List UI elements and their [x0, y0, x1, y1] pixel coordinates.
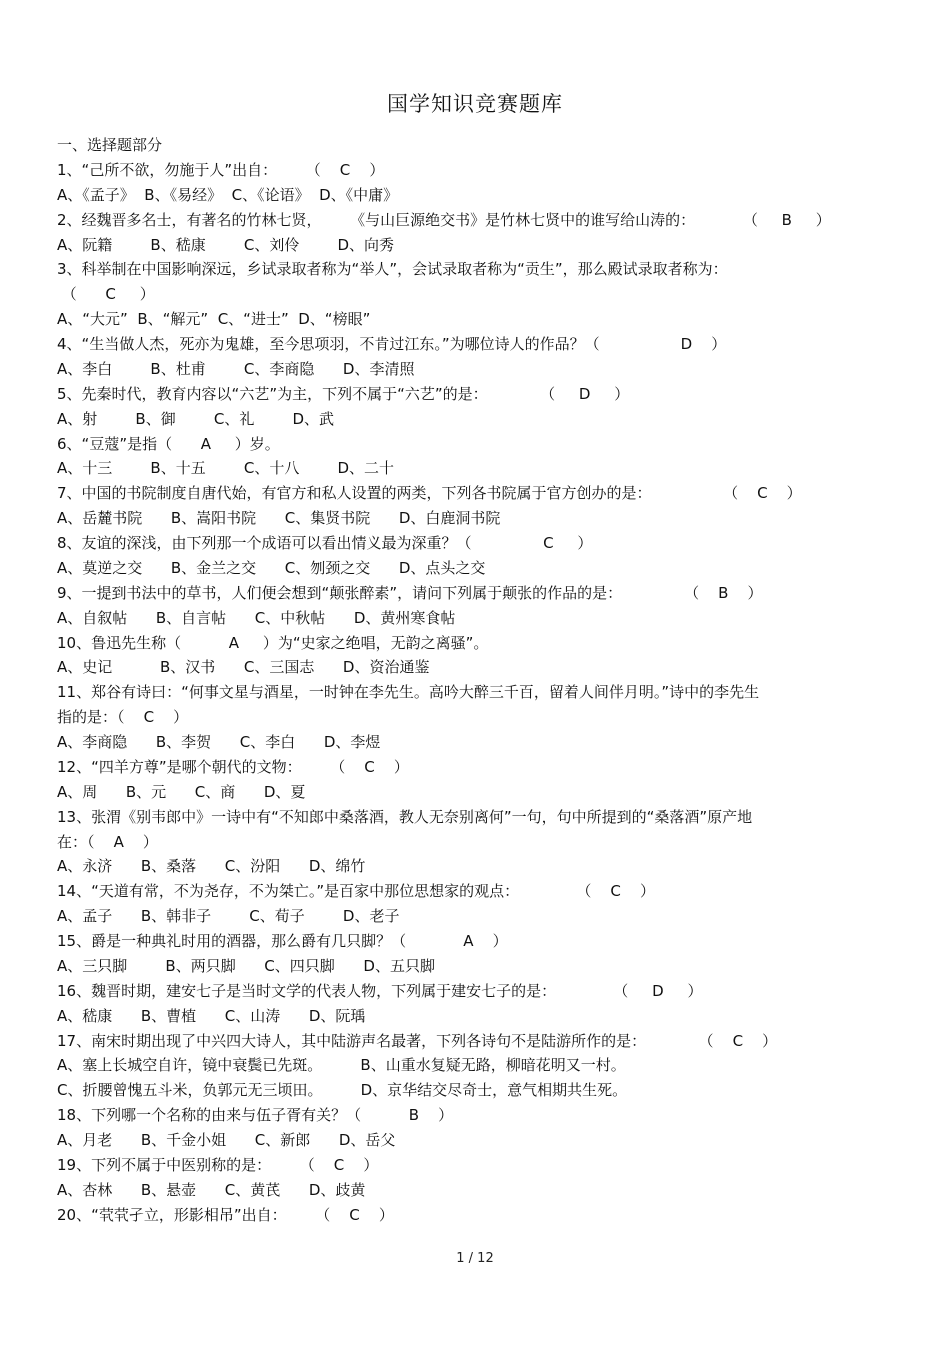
text-line: 10、鲁迅先生称（ A ）为“史家之绝唱，无韵之离骚”。: [57, 633, 489, 652]
text-line: 3、科举制在中国影响深远，乡试录取者称为“举人”，会试录取者称为“贡生”，那么殿试录取者称为：: [57, 260, 728, 279]
text-line: A、十三 B、十五 C、十八 D、二十: [57, 459, 395, 478]
text-line: 2、经魏晋多名士，有著名的竹林七贤， 《与山巨源绝交书》是竹林七贤中的谁写给山涛的： （ B ）: [57, 210, 831, 229]
text-line: C、折腰曾愧五斗米，负郭元无三顷田。 D、京华结交尽奇士，意气相期共生死。: [57, 1081, 628, 1100]
text-line: 指的是：（ C ）: [57, 708, 189, 727]
text-line: 17、南宋时期出现了中兴四大诗人，其中陆游声名最著，下列各诗句不是陆游所作的是： （ C ）: [57, 1031, 778, 1050]
text-line: 16、魏晋时期，建安七子是当时文学的代表人物，下列属于建安七子的是： （ D ）: [57, 981, 703, 1000]
text-line: A、李白 B、杜甫 C、李商隐 D、李清照: [57, 359, 415, 378]
text-line: 14、“天道有常，不为尧存，不为桀亡。”是百家中那位思想家的观点： （ C ）: [57, 882, 655, 901]
text-line: A、嵇康 B、曹植 C、山涛 D、阮瑀: [57, 1006, 366, 1025]
text-line: A、永济 B、桑落 C、汾阳 D、绵竹: [57, 857, 366, 876]
text-line: A、自叙帖 B、自言帖 C、中秋帖 D、黄州寒食帖: [57, 608, 456, 627]
text-line: A、史记 B、汉书 C、三国志 D、资治通鉴: [57, 658, 430, 677]
text-line: 9、一提到书法中的草书，人们便会想到“颠张醉素”，请问下列属于颠张的作品的是： （ B ）: [57, 583, 763, 602]
text-line: A、塞上长城空自许，镜中衰鬓已先斑。 B、山重水复疑无路，柳暗花明又一村。: [57, 1056, 626, 1075]
text-line: A、杏林 B、悬壶 C、黄芪 D、歧黄: [57, 1180, 366, 1199]
text-line: A、月老 B、千金小姐 C、新郎 D、岳父: [57, 1131, 396, 1149]
text-line: A、“大元” B、“解元” C、“进士” D、“榜眼”: [57, 310, 371, 329]
text-line: A、李商隐 B、李贺 C、李白 D、李煜: [57, 733, 381, 751]
text-line: A、莫逆之交 B、金兰之交 C、刎颈之交 D、点头之交: [57, 558, 486, 577]
page-number: 1 / 12: [456, 1251, 494, 1266]
text-line: A、《孟子》 B、《易经》 C、《论语》 D、《中庸》: [57, 185, 399, 204]
text-line: 6、“豆蔻”是指（ A ）岁。: [57, 434, 280, 453]
text-line: A、阮籍 B、嵇康 C、刘伶 D、向秀: [57, 235, 395, 254]
document-title: 国学知识竞赛题库: [387, 92, 563, 116]
text-line: 1、“己所不欲，勿施于人”出自： （ C ）: [57, 160, 385, 179]
text-line: 13、张渭《别韦郎中》一诗中有“不知郎中桑落酒，教人无奈别离何”一句，句中所提到的“桑落酒”原产地: [57, 807, 753, 826]
text-line: 15、爵是一种典礼时用的酒器，那么爵有几只脚？（ A ）: [57, 932, 508, 950]
text-line: A、射 B、御 C、礼 D、武: [57, 409, 335, 428]
text-line: 11、郑谷有诗曰：“何事文星与酒星，一时钟在李先生。高吟大醉三千百，留着人间伴月明。”诗中的李先生: [57, 683, 760, 702]
text-line: 在：（ A ）: [57, 832, 158, 851]
text-line: A、孟子 B、韩非子 C、荀子 D、老子: [57, 907, 400, 926]
text-line: 8、友谊的深浅，由下列那一个成语可以看出情义最为深重？（ C ）: [57, 534, 593, 552]
text-line: A、岳麓书院 B、嵩阳书院 C、集贤书院 D、白鹿洞书院: [57, 509, 501, 528]
text-line: 5、先秦时代，教育内容以“六艺”为主，下列不属于“六艺”的是： （ D ）: [57, 384, 630, 403]
text-line: 20、“茕茕孑立，形影相吊”出自： （ C ）: [57, 1205, 394, 1224]
text-line: A、周 B、元 C、商 D、夏: [57, 782, 306, 801]
text-line: A、三只脚 B、两只脚 C、四只脚 D、五只脚: [57, 956, 435, 975]
text-line: 12、“四羊方尊”是哪个朝代的文物： （ C ）: [57, 757, 409, 776]
text-line: 7、中国的书院制度自唐代始，有官方和私人设置的两类，下列各书院属于官方创办的是： （ C ）: [57, 484, 802, 503]
section-heading: 一、选择题部分: [57, 136, 163, 154]
text-line: 18、下列哪一个名称的由来与伍子胥有关？（ B ）: [57, 1106, 454, 1125]
document-body: [57, 133, 917, 1228]
text-line: 19、下列不属于中医别称的是： （ C ）: [57, 1155, 379, 1174]
text-line: （ C ）: [57, 285, 155, 304]
text-line: 4、“生当做人杰，死亦为鬼雄，至今思项羽，不肯过江东。”为哪位诗人的作品？（ D ）: [57, 335, 727, 353]
